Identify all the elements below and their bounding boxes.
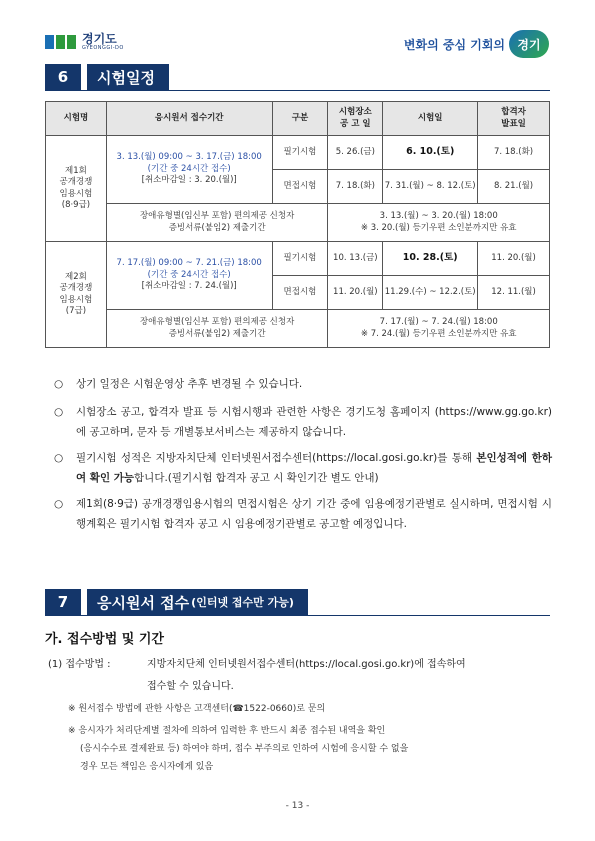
exam-date: 10. 28.(토) (383, 242, 478, 276)
bullet-item (54, 403, 552, 443)
bullet-item (54, 495, 552, 535)
bullet-item (54, 449, 552, 489)
method-label: (1) 접수방법 : (48, 659, 111, 670)
bullet-text-bold: 본인성적에 한하여 확인 가능 (76, 452, 553, 484)
exam-schedule-table (45, 101, 550, 348)
exam-name-cell: 제1회 공개경쟁 임용시험 (8·9급) (46, 136, 107, 242)
docs-period-cell (328, 204, 550, 242)
section-title: 시험일정 (87, 64, 169, 90)
result-date: 12. 11.(월) (478, 276, 550, 310)
docs-period: 7. 17.(월) ~ 7. 24.(월) 18:00 (379, 317, 498, 328)
bullet-text: 제1회(8·9급) 공개경쟁임용시험의 면접시험은 상기 기간 중에 임용예정기관별로 실시하며, 면접시험 시행계획은 필기시험 합격자 공고 시 임용예정기관별로 공고할 예정입니다. (76, 498, 552, 530)
result-date: 7. 18.(화) (478, 136, 550, 170)
notice-date: 10. 13.(금) (328, 242, 383, 276)
col-header: 응시원서 접수기간 (106, 102, 272, 136)
page-number: - 13 - (285, 801, 310, 811)
table-header-row (46, 102, 550, 136)
subheading: 가. 접수방법 및 기간 (45, 632, 164, 647)
circle-bullet-icon: ○ (54, 378, 64, 390)
exam-type: 면접시험 (272, 276, 328, 310)
section-7-header (45, 589, 308, 615)
application-period-cell (106, 136, 272, 204)
section-subtitle: (인터넷 접수만 가능) (191, 596, 294, 609)
bullet-text: 상기 일정은 시험운영상 추후 변경될 수 있습니다. (76, 378, 303, 390)
notice-date: 5. 26.(금) (328, 136, 383, 170)
result-date: 11. 20.(월) (478, 242, 550, 276)
application-period: 3. 13.(월) 09:00 ~ 3. 17.(금) 18:00 (기간 중 24시간 접수) (116, 152, 262, 174)
exam-type: 면접시험 (272, 170, 328, 204)
exam-date: 11.29.(수) ~ 12.2.(토) (383, 276, 478, 310)
application-period-cell (106, 242, 272, 310)
col-header: 시험명 (46, 102, 107, 136)
logo-text: 경기도 (82, 32, 117, 46)
header-slogan (404, 30, 549, 58)
section-title-text: 응시원서 접수 (97, 593, 190, 612)
docs-label: 장애유형별(임신부 포함) 편의제공 신청자 증빙서류(붙임2) 제출기간 (106, 310, 328, 348)
bullet-item (54, 375, 552, 395)
docs-period: 3. 13.(월) ~ 3. 20.(월) 18:00 (379, 211, 498, 222)
circle-bullet-icon: ○ (54, 406, 64, 418)
docs-label: 장애유형별(임신부 포함) 편의제공 신청자 증빙서류(붙임2) 제출기간 (106, 204, 328, 242)
notice-date: 7. 18.(화) (328, 170, 383, 204)
table-row (46, 242, 550, 276)
exam-type: 필기시험 (272, 242, 328, 276)
exam-date: 6. 10.(토) (383, 136, 478, 170)
note-text: ※ 원서접수 방법에 관한 사항은 고객센터(☎1522-0660)로 문의 (68, 704, 326, 714)
notice-date: 11. 20.(월) (328, 276, 383, 310)
table-row (46, 136, 550, 170)
exam-type: 필기시험 (272, 136, 328, 170)
cancel-deadline: [취소마감일 : 3. 20.(월)] (141, 175, 237, 186)
note-text: ※ 응시자가 처리단계별 절차에 의하여 입력한 후 반드시 최종 접수된 내역을 확인 (68, 726, 386, 736)
col-header: 시험장소 공 고 일 (328, 102, 383, 136)
table-row (46, 310, 550, 348)
docs-note: ※ 7. 24.(월) 등기우편 소인분까지만 유효 (360, 328, 517, 339)
col-header: 합격자 발표일 (478, 102, 550, 136)
section-title (87, 589, 308, 615)
bullet-text (76, 449, 552, 489)
exam-name-cell: 제2회 공개경쟁 임용시험 (7급) (46, 242, 107, 348)
slogan-text: 변화의 중심 기회의 (403, 37, 505, 52)
note-text: 경우 모든 책임은 응시자에게 있음 (80, 762, 214, 772)
logo-sub: GYEONGGI-DO (82, 45, 124, 51)
result-date: 8. 21.(월) (478, 170, 550, 204)
application-period: 7. 17.(월) 09:00 ~ 7. 21.(금) 18:00 (기간 중 24시간 접수) (116, 258, 262, 280)
bullet-text-part: 합니다.(필기시험 합격자 공고 시 확인기간 별도 안내) (134, 471, 379, 484)
slogan-badge: 경기 (509, 30, 549, 58)
section-6-header (45, 64, 169, 90)
exam-date: 7. 31.(월) ~ 8. 12.(토) (383, 170, 478, 204)
bullet-text: 시험장소 공고, 합격자 발표 등 시험시행과 관련한 사항은 경기도청 홈페이지 (https://www.gg.go.kr)에 공고하며, 문자 등 개별통보서비스는 제공하지 않습니다. (76, 406, 552, 438)
cancel-deadline: [취소마감일 : 7. 24.(월)] (141, 281, 237, 292)
gyeonggi-logo (45, 33, 124, 51)
circle-bullet-icon: ○ (54, 452, 64, 464)
col-header: 시험일 (383, 102, 478, 136)
note-text: (응시수수료 결제완료 등) 하여야 하며, 접수 부주의로 인하여 시험에 응시할 수 없을 (80, 744, 409, 754)
section-divider (45, 615, 550, 616)
section-number: 6 (45, 64, 81, 90)
logo-mark-icon (45, 35, 76, 49)
docs-note: ※ 3. 20.(월) 등기우편 소인분까지만 유효 (360, 222, 517, 233)
docs-period-cell (328, 310, 550, 348)
section-number: 7 (45, 589, 81, 615)
section-divider (45, 90, 550, 91)
table-row (46, 204, 550, 242)
method-text: 지방자치단체 인터넷원서접수센터(https://local.gosi.go.kr)에 접속하여 (147, 659, 466, 670)
circle-bullet-icon: ○ (54, 498, 64, 510)
col-header: 구분 (272, 102, 328, 136)
method-text: 접수할 수 있습니다. (147, 681, 234, 692)
bullet-text-part: 필기시험 성적은 지방자치단체 인터넷원서접수센터(https://local.gosi.go.kr)를 통해 (76, 452, 473, 464)
